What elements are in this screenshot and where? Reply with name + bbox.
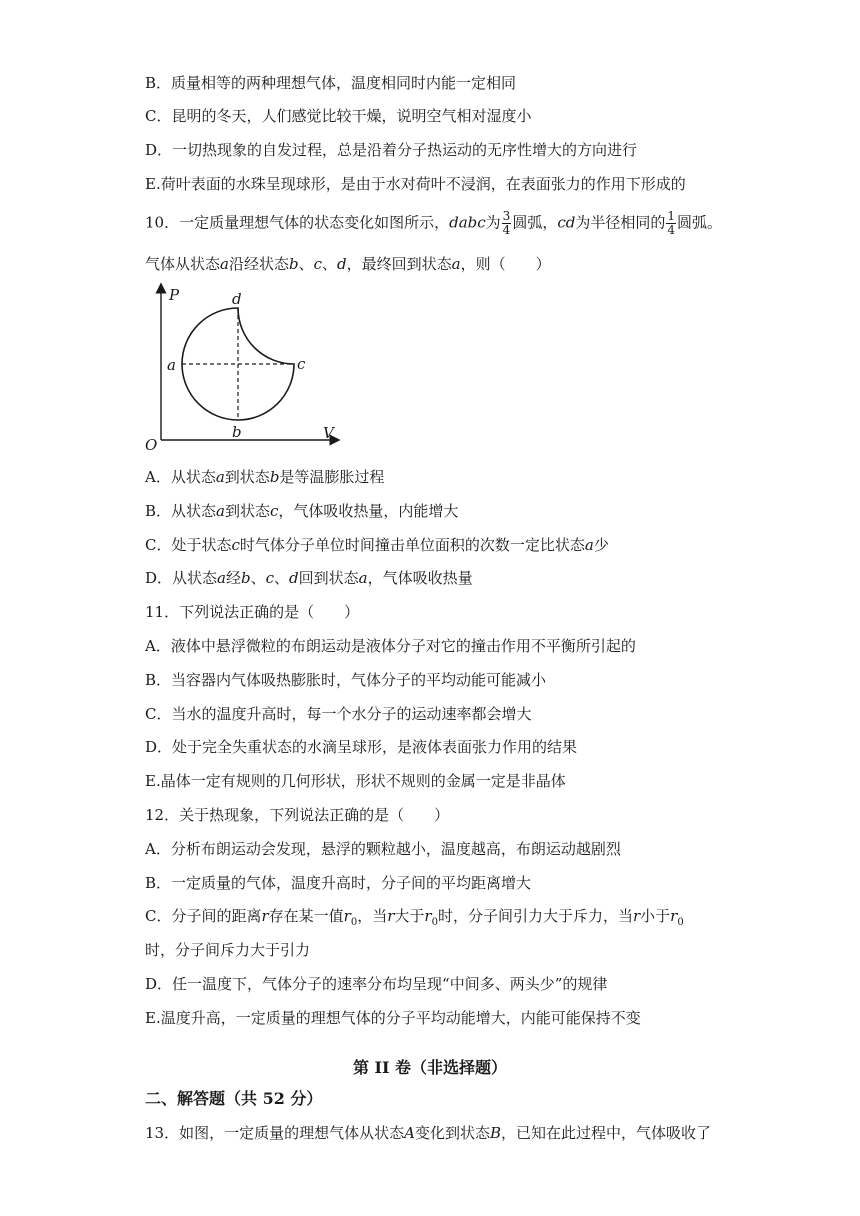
section-heading: 二、解答题（共 52 分）: [145, 1089, 323, 1108]
state-label-a: a: [167, 356, 176, 374]
q10-option-a: A．从状态a到状态b是等温膨胀过程: [145, 468, 385, 486]
q11-stem: 11．下列说法正确的是（ ）: [145, 603, 360, 621]
q11-option-a: A．液体中悬浮微粒的布朗运动是液体分子对它的撞击作用不平衡所引起的: [145, 637, 636, 655]
fraction-one-quarter: $\frac{1}{4}$: [667, 209, 675, 237]
q12-option-a: A．分析布朗运动会发现，悬浮的颗粒越小，温度越高，布朗运动越剧烈: [145, 840, 621, 858]
state-label-c: c: [297, 355, 306, 373]
axis-label-p: P: [169, 286, 180, 304]
q10-option-b: B．从状态a到状态c，气体吸收热量，内能增大: [145, 502, 459, 520]
q13-stem: 13．如图，一定质量的理想气体从状态A变化到状态B，已知在此过程中，气体吸收了: [145, 1124, 711, 1142]
state-label-b: b: [232, 423, 242, 441]
q11-option-b: B．当容器内气体吸热膨胀时，气体分子的平均动能可能减小: [145, 671, 547, 689]
q12-option-c: C．分子间的距离r存在某一值$r_0$，当r大于$r_0$时，分子间引力大于斥力，当r小于$r_0$: [145, 907, 684, 928]
q12-option-b: B．一定质量的气体，温度升高时，分子间的平均距离增大: [145, 874, 532, 892]
q12-option-e: E.温度升高，一定质量的理想气体的分子平均动能增大，内能可能保持不变: [145, 1009, 641, 1027]
q12-option-c-continued: 时，分子间斥力大于引力: [145, 941, 311, 959]
fraction-three-quarters: $\frac{3}{4}$: [502, 209, 511, 237]
q9-option-c: C．昆明的冬天，人们感觉比较干燥，说明空气相对湿度小: [145, 107, 532, 125]
q9-option-b: B．质量相等的两种理想气体，温度相同时内能一定相同: [145, 74, 517, 92]
q11-option-c: C．当水的温度升高时，每一个水分子的运动速率都会增大: [145, 705, 532, 723]
q11-option-d: D．处于完全失重状态的水滴呈球形，是液体表面张力作用的结果: [145, 738, 578, 756]
q9-option-d: D．一切热现象的自发过程，总是沿着分子热运动的无序性增大的方向进行: [145, 141, 638, 159]
state-label-d: d: [232, 290, 242, 308]
origin-label: O: [145, 436, 158, 452]
q12-stem: 12．关于热现象，下列说法正确的是（ ）: [145, 806, 450, 824]
q10-stem-line1: 10．一定质量理想气体的状态变化如图所示，dabc为 $\frac{3}{4}$ 圆弧，cd为半径相同的 $\frac{1}{4}$ 圆弧。: [145, 209, 723, 237]
pv-diagram: [145, 282, 345, 452]
axis-label-v: V: [323, 424, 334, 442]
q10-option-c: C．处于状态c时气体分子单位时间撞击单位面积的次数一定比状态a少: [145, 536, 609, 554]
q10-stem-line2: 气体从状态a沿经状态b、c、d，最终回到状态a，则（ ）: [145, 255, 551, 273]
q9-option-e: E.荷叶表面的水珠呈现球形，是由于水对荷叶不浸润，在表面张力的作用下形成的: [145, 175, 686, 193]
part-two-title: 第 II 卷（非选择题）: [352, 1058, 508, 1077]
q10-option-d: D．从状态a经b、c、d回到状态a，气体吸收热量: [145, 569, 473, 587]
q12-option-d: D．任一温度下，气体分子的速率分布均呈现“中间多、两头少”的规律: [145, 975, 608, 993]
q11-option-e: E.晶体一定有规则的几何形状，形状不规则的金属一定是非晶体: [145, 772, 566, 790]
